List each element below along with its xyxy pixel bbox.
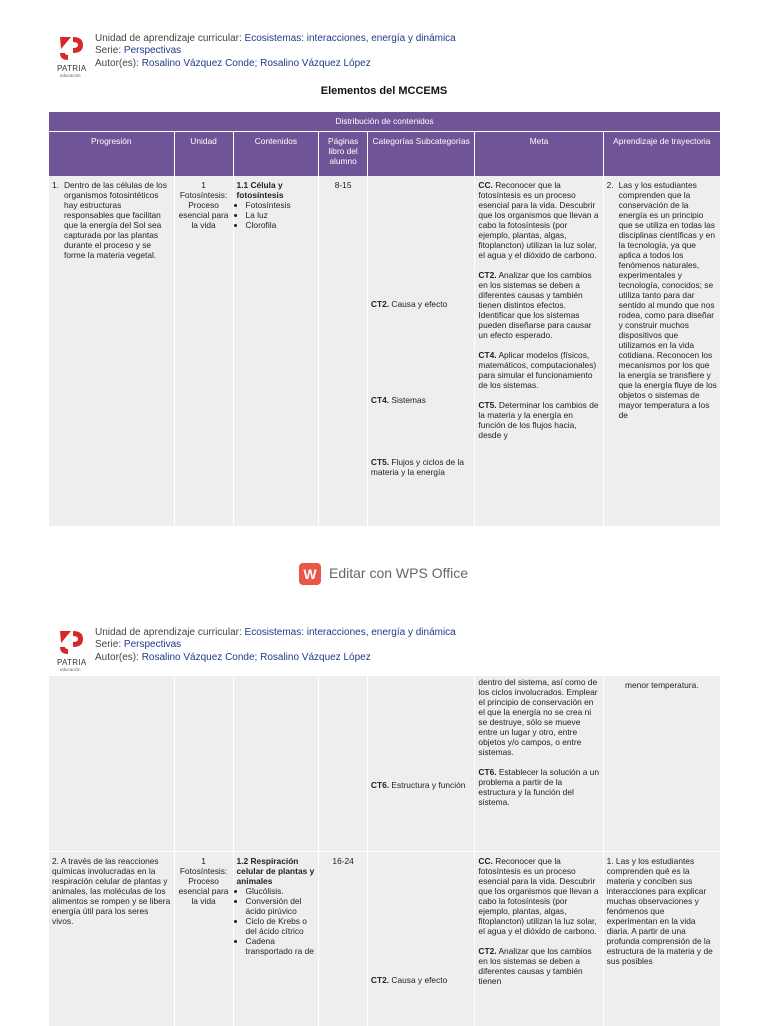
cell-contenidos bbox=[233, 851, 319, 1026]
wps-label: Editar con WPS Office bbox=[329, 565, 469, 581]
cell-meta bbox=[475, 676, 603, 851]
cell-contenidos bbox=[233, 176, 319, 526]
uac-label: Unidad de aprendizaje curricular: bbox=[95, 627, 242, 638]
col-meta: Meta bbox=[475, 132, 603, 177]
list-item: • Glucólisis. bbox=[246, 886, 316, 896]
meta-ct4: CT4. Aplicar modelos (físicos, matemáticos, computacionales) para simular el funcionamiento de los sistemas. bbox=[478, 350, 597, 390]
serie-label: Serie: bbox=[95, 45, 122, 57]
meta-ct2: CT2. Analizar que los cambios en los sistemas se deben a diferentes causas y también tienen bbox=[478, 945, 592, 986]
uac-value: Ecosistemas: interacciones, energía y dinámica bbox=[244, 627, 456, 638]
header-text bbox=[95, 627, 456, 664]
cell-aprendizaje: 1. Las y los estudiantes comprenden qué es la materia y conciben sus interacciones para explicar muchas observaciones y fenómenos que experimentan en la vida diaria. A partir de una profunda comprensión de la estructura de la materia y de sus posibles bbox=[603, 851, 720, 1026]
header-text bbox=[95, 33, 456, 70]
cell-unidad: 1 Fotosíntesis: Proceso esencial para la vida bbox=[174, 851, 233, 1026]
cell-paginas bbox=[319, 676, 368, 851]
categoria-ct4: CT4. Sistemas bbox=[370, 395, 426, 405]
uac-value: Ecosistemas: interacciones, energía y dinámica bbox=[244, 33, 456, 44]
list-item: • Clorofila bbox=[246, 220, 316, 230]
col-aprendizaje: Aprendizaje de trayectoria bbox=[603, 132, 720, 177]
list-item: • La luz bbox=[246, 210, 316, 220]
cell-unidad: 1 Fotosíntesis: Proceso esencial para la vida bbox=[174, 176, 233, 526]
serie-value: Perspectivas bbox=[123, 639, 182, 651]
serie-label: Serie: bbox=[95, 639, 122, 651]
meta-ct5: CT5. Determinar los cambios de la materia y la energía en función de los flujos hacia, desde y bbox=[478, 400, 599, 440]
autor-value: Rosalino Vázquez Conde; Rosalino Vázquez López bbox=[141, 651, 371, 663]
aprendizaje-text: Las y los estudiantes comprenden que la conservación de la energía es un principio que se utiliza en todas las disciplinas científicas y en la tecnología, ya que aplica a todos los fenómenos naturales, experimentales y tecnología, conocidos; se utiliza tanto para dar sentido al mundo que nos rodea, como para diseñar y construir muchos dispositivos que utilizamos en la vida cotidiana. Reconocen los mecanismos por los que la energía se transfiere y que la energía fluye de los objetos o sistemas de mayor temperatura a los de bbox=[618, 180, 717, 420]
contenido-list bbox=[237, 886, 316, 956]
meta-cc: CC. Reconocer que la fotosíntesis es un proceso esencial para la vida. Descubrir que los organismos que llevan a cabo la fotosíntesis (por ejemplo, plantas, algas, fitoplancton) utilizan la luz solar, el agua y el dióxido de carbono. bbox=[478, 180, 599, 260]
progresion-number: 1. bbox=[52, 180, 59, 190]
cell-contenidos bbox=[233, 676, 319, 851]
list-item: • Conversión del ácido pirúvico bbox=[246, 896, 316, 916]
logo-brand-sub: educación bbox=[60, 73, 81, 78]
edit-with-wps-button[interactable] bbox=[299, 563, 499, 587]
page-header bbox=[57, 33, 757, 91]
categoria-ct5: CT5. Flujos y ciclos de la materia y la energía bbox=[370, 457, 465, 477]
table-row bbox=[49, 676, 720, 851]
cell-categorias bbox=[367, 851, 475, 1026]
progresion-text: Dentro de las células de los organismos fotosintéticos hay estructuras responsables que facilitan que la energía del Sol sea capturada por las plantas durante el proceso y se forme la materia vegetal. bbox=[64, 180, 167, 260]
contenido-title: 1.1 Célula y fotosíntesis bbox=[236, 180, 284, 200]
cell-paginas: 8-15 bbox=[319, 176, 368, 526]
cell-meta bbox=[475, 851, 603, 1026]
cell-paginas: 16-24 bbox=[319, 851, 368, 1026]
table-row bbox=[49, 851, 720, 1026]
col-categorias: Categorías Subcategorías bbox=[367, 132, 475, 177]
categoria-ct6: CT6. Estructura y función bbox=[370, 780, 466, 790]
col-contenidos: Contenidos bbox=[233, 132, 319, 177]
aprendizaje-number: 2. bbox=[606, 180, 614, 190]
document-title: Elementos del MCCEMS bbox=[320, 85, 448, 97]
logo-brand: PATRIA bbox=[57, 658, 87, 667]
cell-unidad bbox=[174, 676, 233, 851]
cell-progresion bbox=[49, 676, 174, 851]
content-table-continued bbox=[49, 676, 720, 1026]
meta-ct5-continued: dentro del sistema, así como de los ciclos involucrados. Emplear el principio de conservación en el que la energía no se crea ni se destruye, sólo se mueve entre un lugar y otro, entre objetos y/o campos, o entre sistemas. bbox=[478, 677, 598, 757]
cell-progresion bbox=[49, 176, 174, 526]
list-item: • Fotosíntesis bbox=[246, 200, 316, 210]
contenido-title: 1.2 Respiración celular de plantas y animales bbox=[236, 855, 315, 886]
wps-office-icon: W bbox=[299, 563, 321, 585]
group-header: Distribución de contenidos bbox=[49, 112, 720, 132]
patria-logo bbox=[57, 33, 91, 83]
cell-categorias bbox=[367, 676, 475, 851]
table-row bbox=[49, 176, 720, 526]
serie-value: Perspectivas bbox=[123, 45, 182, 57]
content-table bbox=[49, 112, 720, 526]
patria-logo bbox=[57, 627, 91, 677]
col-unidad: Unidad bbox=[174, 132, 233, 177]
cell-aprendizaje: menor temperatura. bbox=[603, 676, 720, 851]
categoria-ct2: CT2. Causa y efecto bbox=[370, 974, 448, 985]
meta-ct6: CT6. Establecer la solución a un problema a partir de la estructura y la función del sistema. bbox=[478, 767, 600, 807]
cell-meta bbox=[475, 176, 603, 526]
list-item: • Cadena transportado ra de bbox=[246, 936, 316, 956]
autor-value: Rosalino Vázquez Conde; Rosalino Vázquez López bbox=[141, 57, 371, 69]
list-item: • Ciclo de Krebs o del ácido cítrico bbox=[246, 916, 316, 936]
col-progresion: Progresión bbox=[49, 132, 174, 177]
categoria-ct2: CT2. Causa y efecto bbox=[370, 299, 448, 309]
logo-brand: PATRIA bbox=[57, 64, 87, 73]
uac-label: Unidad de aprendizaje curricular: bbox=[95, 33, 242, 44]
cell-aprendizaje bbox=[603, 176, 720, 526]
page-2 bbox=[0, 620, 768, 1024]
meta-ct2: CT2. Analizar que los cambios en los sistemas se deben a diferentes causas y también tienen distintos efectos. Identificar que los sistemas pueden diseñarse para causar un efecto esperado. bbox=[478, 270, 592, 340]
logo-brand-sub: educación bbox=[60, 667, 81, 672]
autor-label: Autor(es): bbox=[95, 57, 139, 69]
cell-progresion: 2. A través de las reacciones químicas involucradas en la respiración celular de plantas y animales, las moléculas de los alimentos se rompen y se libera energía útil para los seres vivos. bbox=[49, 851, 174, 1026]
col-paginas: Páginas libro del alumno bbox=[319, 132, 368, 177]
cell-categorias bbox=[367, 176, 475, 526]
contenido-list bbox=[237, 200, 316, 230]
meta-cc: CC. Reconocer que la fotosíntesis es un proceso esencial para la vida. Descubrir que los organismos que llevan a cabo la fotosíntesis (por ejemplo, plantas, algas, fitoplancton) utilizan la luz solar, el agua y el dióxido de carbono. bbox=[478, 855, 599, 936]
autor-label: Autor(es): bbox=[95, 651, 139, 663]
